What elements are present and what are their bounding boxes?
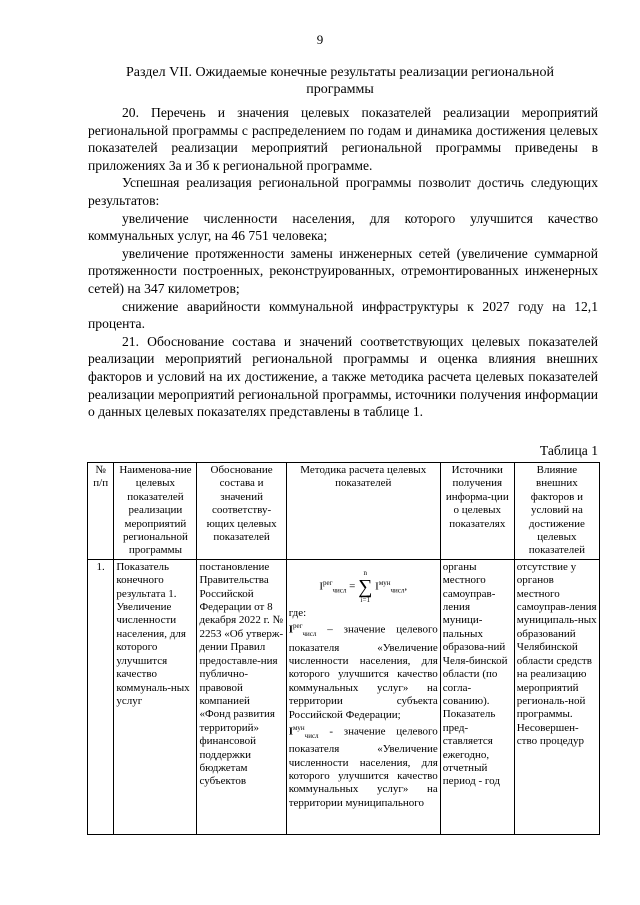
body-text <box>88 104 598 421</box>
page-number: 9 <box>316 32 324 47</box>
def1-sup: рег <box>292 622 303 631</box>
def2-symbol: I <box>288 725 293 738</box>
formula-eq: = <box>346 580 359 593</box>
row-sources <box>440 559 514 834</box>
formula-tail: , <box>404 580 408 593</box>
section-title: Раздел VII. Ожидаемые конечные результаты реализации региональной программы <box>125 65 554 97</box>
header-basis: Обоснование состава и значений соответству-ющих целевых показателей <box>197 463 286 560</box>
formula <box>289 569 438 605</box>
formula-sum-bottom: i=1 <box>360 595 370 604</box>
formula-rhs-sub: числ <box>390 586 405 595</box>
table-label: Таблица 1 <box>539 443 598 458</box>
row-sources-text: органы местного самоуправ-ления муници-пальных образова-ний Челя-бинской области (по согла-сованию). Показатель пред-ставляется ежегодно, отчетный период - год <box>442 560 508 788</box>
row-basis <box>197 559 286 834</box>
indicators-table <box>87 462 600 835</box>
paragraph-success: Успешная реализация региональной программы позволит достичь следующих результатов: <box>88 175 598 208</box>
row-method <box>286 559 440 834</box>
def1-sub: числ <box>302 630 317 639</box>
def1-symbol: I <box>288 623 293 636</box>
paragraph-21: 21. Обоснование состава и значений соответствующих целевых показателей реализации мероприятий региональной программы и оценка влияния внешних факторов и условий на их достижение, а также методика расчета целевых показателей реализации мероприятий региональной программы, источники получения информации о данных целевых показателях представлены в таблице 1. <box>88 333 598 420</box>
formula-rhs-sup: мун <box>378 578 391 587</box>
def2-text: - значение целевого показателя «Увеличение численности населения, для которого улучшится качество коммунальных услуг» на территории муниципального <box>288 725 438 809</box>
paragraph-20: 20. Перечень и значения целевых показателей реализации мероприятий региональной программы с распределением по годам и динамика достижения целевых показателей реализации мероприятий региональной программы приведены в приложениях 3а и 3б к региональной программе. <box>88 105 598 173</box>
header-name: Наименова-ние целевых показателей реализации мероприятий региональной программы <box>114 463 197 560</box>
row-num: 1. <box>88 559 114 834</box>
header-influence: Влияние внешних факторов и условий на достижение целевых показателей <box>514 463 599 560</box>
formula-lhs-sub: числ <box>332 586 347 595</box>
sum-icon: ∑ <box>358 575 373 598</box>
formula-rhs: I <box>375 580 379 593</box>
formula-sum-top: n <box>363 568 367 577</box>
result-population: увеличение численности населения, для которого улучшится качество коммунальных услуг, на 46 751 человека; <box>88 210 598 244</box>
formula-lhs: I <box>319 580 324 593</box>
formula-lhs-sup: рег <box>323 578 333 587</box>
def2-sub: числ <box>304 731 319 740</box>
header-sources: Источники получения информа-ции о целевых показателях <box>440 463 514 560</box>
row-name-text: Показатель конечного результата 1. Увеличение численности населения, для которого улучшится качество коммуналь-ных услуг <box>116 560 190 707</box>
row-influence-text: отсутствие у органов местного самоуправ-ления муниципаль-ных образований Челябинской области средств на реализацию мероприятий региональ-ной программы. Несовершен-ство процедур <box>516 560 597 748</box>
definition-regional <box>289 620 438 722</box>
row-influence <box>514 559 599 834</box>
formula-where: где: <box>288 606 307 619</box>
def2-sup: мун <box>292 723 305 732</box>
def1-text: – значение целевого показателя «Увеличение численности населения, для которого улучшится качество коммунальных услуг» на территории субъекта Российской Федерации; <box>288 623 438 721</box>
formula-sum <box>358 569 372 605</box>
definition-municipal <box>289 722 438 810</box>
method-content <box>289 561 438 833</box>
row-name <box>114 559 197 834</box>
table-header-row <box>88 463 600 560</box>
header-method: Методика расчета целевых показателей <box>286 463 440 560</box>
result-networks: увеличение протяженности замены инженерных сетей (увеличение суммарной протяженности построенных, реконструированных, отремонтированных инженерных сетей) на 347 километров; <box>88 245 598 296</box>
header-num: № п/п <box>88 463 114 560</box>
result-accidents: снижение аварийности коммунальной инфраструктуры к 2027 году на 12,1 процента. <box>88 298 598 332</box>
table-row <box>88 559 600 834</box>
row-basis-text: постановление Правительства Российской Федерации от 8 декабря 2022 г. № 2253 «Об утверж-дении Правил предоставле-ния публично-правовой компанией «Фонд развития территорий» финансовой поддержки бюджетам субъектов <box>199 560 284 788</box>
